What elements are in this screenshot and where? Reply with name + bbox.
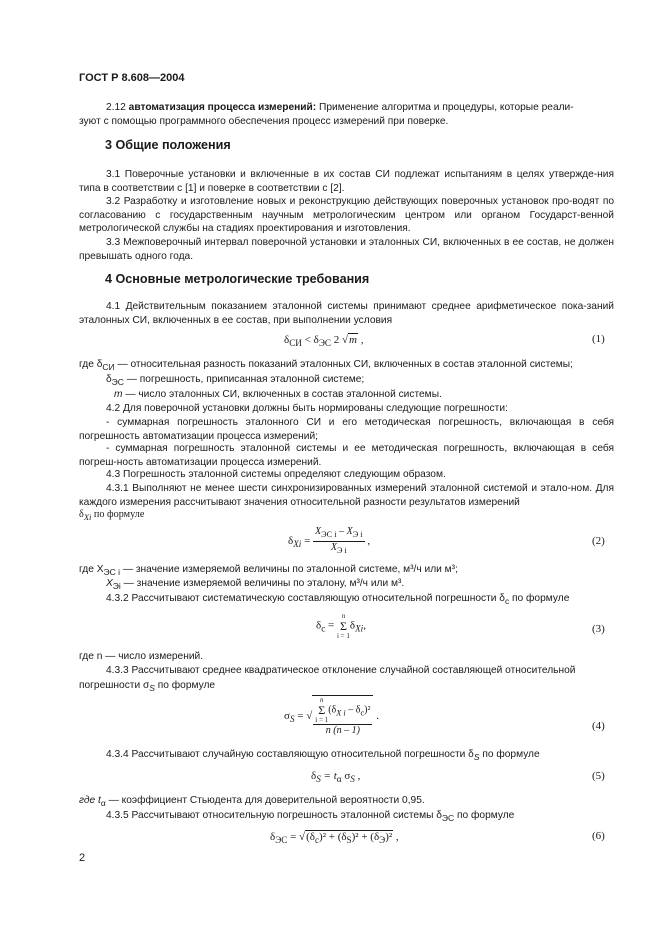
where-5: где $t_\alpha$ — коэффициент Стьюдента для доверительной вероятности 0,95. (79, 795, 425, 809)
section-4-title: 4 Основные метрологические требования (105, 272, 370, 286)
equation-2-number: (2) (592, 535, 605, 547)
section-3-title: 3 Общие положения (105, 138, 231, 152)
equation-6-number: (6) (592, 830, 605, 842)
equation-4: $\sigma_S$ = √ n Σ $i = 1(\delta_{X i} - \delta_c)^2$ n (n – 1) . (284, 696, 379, 736)
paragraph-4-3-3-line2: погрешности $\sigma_S$ по формуле (79, 680, 216, 694)
where-2-a: где $X_{ЭС i}$ — значение измеряемой величины по эталонной системе, м³/ч или м³; (79, 564, 458, 578)
paragraph-4-3-2: 4.3.2 Рассчитывают систематическую составляющую относительной погрешности $\delta_c$ по формуле (106, 593, 570, 607)
bullet-2: - суммарная погрешность эталонной системы и ее методическая погрешность, включающая в себя погреш-ность автоматизации процесса измерений. (79, 443, 614, 468)
where-3: где n — число измерений. (79, 651, 204, 662)
page-number: 2 (79, 852, 86, 864)
where-1-c: m — число эталонных СИ, включенных в состав эталонной системы. (114, 389, 442, 400)
where-1-a: где $\delta_{СИ}$ — относительная разность показаний эталонных СИ, включенных в состав эталонной системы; (79, 359, 573, 373)
equation-2: $\delta_{Xi}$ = $\frac{X_{ЭС i} - X_{Э i}}{X_{Э i}}$ , (288, 526, 371, 555)
where-2-b: $X_{Эi}$ — значение измеряемой величины по эталону, м³/ч или м³. (106, 578, 405, 592)
equation-1-number: (1) (592, 333, 605, 345)
paragraph-4-3-3: 4.3.3 Рассчитывают среднее квадратическое отклонение случайной составляющей относительной (106, 665, 576, 676)
definition-term: автоматизация процесса измерений: (128, 102, 317, 113)
equation-3: $\delta_c = n$ Σ $i = 1\delta_{Xi}$, (316, 612, 366, 640)
equation-5: $\delta_S = t_\alpha$ $\sigma_S$ , (311, 770, 361, 785)
definition-2-12-line2: зуют с помощью программного обеспечения процесс измерений при поверке. (79, 116, 449, 127)
paragraph-4-3: 4.3 Погрешность эталонной системы определяют следующим образом. (106, 469, 446, 480)
paragraph-4-1: 4.1 Действительным показанием эталонной системы принимают среднее арифметическое пока-заний эталонных СИ, включенных в ее состав, при выполнении условия (79, 301, 614, 326)
equation-3-number: (3) (592, 623, 605, 635)
where-1-b: $\delta_{ЭС}$ — погрешность, приписанная эталонной системе; (106, 374, 365, 388)
equation-4-number: (4) (592, 720, 605, 732)
paragraph-4-2: 4.2 Для поверочной установки должны быть нормированы следующие погрешности: (106, 403, 508, 414)
equation-5-number: (5) (592, 770, 605, 782)
paragraph-4-3-4: 4.3.4 Рассчитывают случайную составляющую относительной погрешности $\delta_S$ по формуле (106, 749, 540, 763)
document-header: ГОСТ Р 8.608—2004 (79, 72, 185, 84)
definition-2-12-line1: 2.12 автоматизация процесса измерений: Применение алгоритма и процедуры, которые реали- (106, 102, 574, 113)
paragraph-3-1: 3.1 Поверочные установки и включенные в их состав СИ подлежат испытаниям в целях утвержде-ния типа в соответствии с [1] и поверке в соответствии с [2]. (79, 169, 614, 194)
paragraph-3-2: 3.2 Разработку и изготовление новых и реконструкцию действующих поверочных установок про-водят по согласованию с государственным научным метрологическим центром или органом Государст-венной метрологической службы на стадиях проектирования и изготовления. (79, 196, 614, 235)
equation-1: $\delta_{СИ} < \delta_{ЭС}$ 2 √m , (284, 334, 364, 349)
paragraph-3-3: 3.3 Межповерочный интервал поверочной установки и эталонных СИ, включенных в ее состав, не должен превышать одного года. (79, 237, 614, 262)
bullet-1: - суммарная погрешность эталонного СИ и его методическая погрешность, включающая в себя погрешность автоматизации процесса измерений; (79, 417, 614, 442)
paragraph-4-3-1: 4.3.1 Выполняют не менее шести синхронизированных измерений эталонной системой и этало-ном. Для каждого измерения рассчитывают значения относительной разности результатов измерений (79, 483, 614, 508)
equation-6: $\delta_{ЭС} = √(\delta_c)^2 + (\delta_S)^2 + (\delta_Э)^2$ , (270, 830, 399, 848)
paragraph-4-3-5: 4.3.5 Рассчитывают относительную погрешность эталонной системы $\delta_{ЭС}$ по формуле (106, 810, 515, 824)
paragraph-4-3-1-end: $\delta_{Xi}$ по формуле (79, 509, 145, 523)
